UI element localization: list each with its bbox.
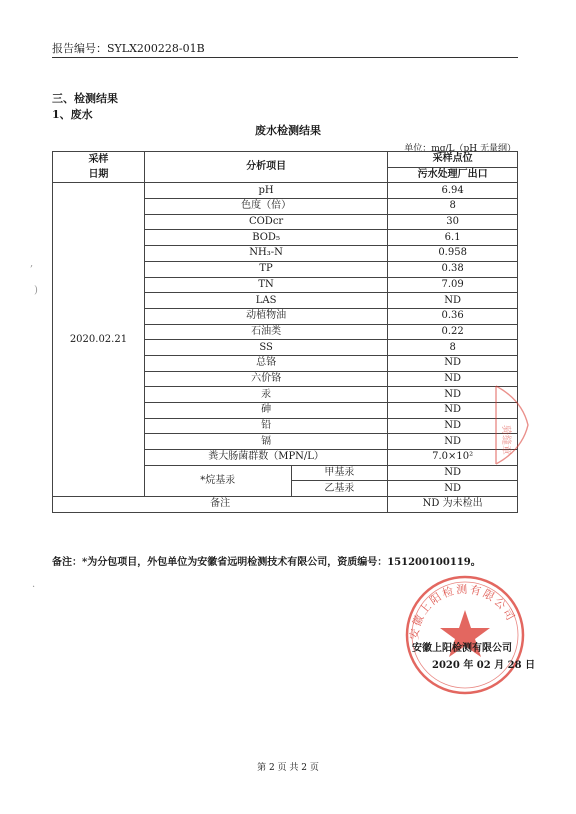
- analysis-item: 汞: [144, 387, 387, 403]
- result-value: 7.09: [388, 277, 518, 293]
- analysis-item: LAS: [144, 293, 387, 309]
- header-sampling-date: 采样 日期: [53, 152, 145, 183]
- result-value: ND: [388, 293, 518, 309]
- remarks-row: [53, 497, 518, 513]
- page-number: 第 2 页 共 2 页: [257, 763, 319, 773]
- svg-text:骑缝章: 骑缝章: [500, 425, 511, 455]
- analysis-item: pH: [144, 183, 387, 199]
- signature-date: 2020 年 02 月 28 日: [432, 660, 536, 671]
- header-analysis-item: 分析项目: [144, 152, 387, 183]
- unit-label: 单位：mg/L（pH 无量纲）: [404, 144, 516, 154]
- analysis-item: 石油类: [144, 324, 387, 340]
- remarks-value: ND 为未检出: [388, 497, 518, 513]
- report-number: 报告编号：SYLX200228-01B: [52, 42, 205, 55]
- analysis-item: TN: [144, 277, 387, 293]
- analysis-item: 镉: [144, 434, 387, 450]
- sub-item: 甲基汞: [291, 465, 388, 481]
- results-table: [52, 151, 518, 513]
- company-name: 安徽上阳检测有限公司: [412, 643, 512, 654]
- table-title: 废水检测结果: [255, 124, 321, 137]
- analysis-item: 色度（倍）: [144, 199, 387, 215]
- result-value: 8: [388, 199, 518, 215]
- scan-mark: ·: [32, 582, 36, 593]
- sampling-date: 2020.02.21: [53, 183, 145, 497]
- analysis-item: SS: [144, 340, 387, 356]
- analysis-item: BOD₅: [144, 230, 387, 246]
- analysis-item: NH₃-N: [144, 246, 387, 262]
- result-value: ND: [388, 387, 518, 403]
- section-heading: 三、检测结果: [52, 92, 118, 105]
- result-value: ND: [388, 465, 518, 481]
- scan-mark: ,: [30, 258, 34, 269]
- analysis-item: 总铬: [144, 355, 387, 371]
- analysis-item: 铅: [144, 418, 387, 434]
- table-row: [53, 183, 518, 199]
- analysis-item: 动植物油: [144, 308, 387, 324]
- result-value: 6.94: [388, 183, 518, 199]
- analysis-item: 六价铬: [144, 371, 387, 387]
- analysis-item: 粪大肠菌群数（MPN/L）: [144, 450, 387, 466]
- result-value: ND: [388, 434, 518, 450]
- result-value: ND: [388, 418, 518, 434]
- seal-text: 安徽上阳检测有限公司: [408, 583, 518, 641]
- result-value: 0.38: [388, 261, 518, 277]
- result-value: 0.958: [388, 246, 518, 262]
- result-value: 0.22: [388, 324, 518, 340]
- result-value: ND: [388, 403, 518, 419]
- section-subheading: 1、废水: [52, 108, 93, 121]
- header-divider: [52, 57, 518, 58]
- header-point-name: 污水处理厂出口: [388, 167, 518, 183]
- result-value: 6.1: [388, 230, 518, 246]
- footnote: 备注：*为分包项目，外包单位为安徽省远明检测技术有限公司，资质编号：151200100119。: [52, 557, 481, 568]
- result-value: ND: [388, 481, 518, 497]
- company-seal-icon: [400, 570, 530, 700]
- header-sampling-point: 采样点位: [388, 152, 518, 168]
- result-value: 0.36: [388, 308, 518, 324]
- remarks-label: 备注: [53, 497, 388, 513]
- result-value: 30: [388, 214, 518, 230]
- analysis-item: CODcr: [144, 214, 387, 230]
- result-value: 8: [388, 340, 518, 356]
- analysis-item: TP: [144, 261, 387, 277]
- scan-mark: ): [34, 285, 38, 296]
- side-stamp-icon: [482, 380, 532, 470]
- result-value: 7.0×10²: [388, 450, 518, 466]
- sub-item: 乙基汞: [291, 481, 388, 497]
- alkyl-mercury-label: *烷基汞: [144, 465, 291, 496]
- result-value: ND: [388, 355, 518, 371]
- analysis-item: 砷: [144, 403, 387, 419]
- result-value: ND: [388, 371, 518, 387]
